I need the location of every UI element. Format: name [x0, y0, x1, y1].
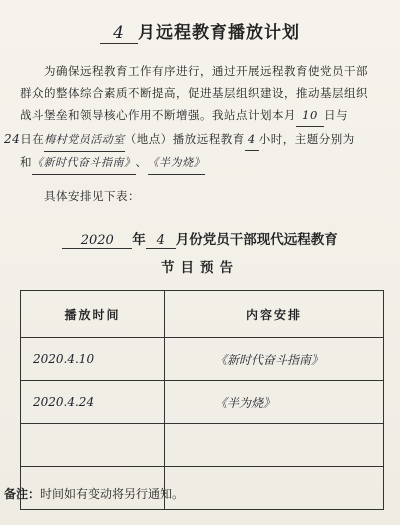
topic2-fill: 《半为烧》 — [148, 152, 206, 175]
schedule-year-fill: 2020 — [62, 233, 132, 249]
day2-suffix: 日在 — [20, 132, 45, 146]
hours-fill: 4 — [245, 128, 259, 151]
hours-suffix: 小时，主题分别为 — [258, 132, 355, 146]
intro-text-3: 战斗堡垒和领导核心作用不断增强。我站点计划本月 — [20, 108, 296, 122]
remark-label: 备注： — [4, 487, 41, 501]
intro-line-4 — [4, 128, 388, 152]
topic1-fill: 《新时代奋斗指南》 — [32, 152, 136, 175]
broadcast-text: 播放远程教育 — [172, 132, 245, 146]
page-title — [0, 18, 400, 44]
row-3-time — [21, 424, 165, 467]
table-row — [21, 381, 384, 424]
place-hint: （地点） — [124, 132, 173, 146]
table-header-row — [21, 291, 384, 338]
place-fill: 梅村党员活动室 — [44, 129, 125, 152]
row-1-time: 2020.4.10 — [21, 338, 165, 381]
intro-line-2 — [20, 82, 382, 104]
day-and-text: 日与 — [324, 108, 348, 122]
schedule-heading-text: 月份党员干部现代远程教育 — [175, 232, 338, 248]
row-2-content: 《半为烧》 — [165, 381, 384, 424]
schedule-heading — [0, 228, 400, 249]
row-2-time: 2020.4.24 — [21, 381, 165, 424]
intro-line-5 — [20, 151, 382, 175]
table-row — [21, 338, 384, 381]
day1-fill: 10 — [296, 104, 324, 127]
topics-prefix: 和 — [20, 155, 32, 169]
intro-text-2: 群众的整体综合素质不断提高，促进基层组织建设，推动基层组织 — [20, 86, 368, 100]
remark-note — [4, 485, 184, 502]
intro-line-6 — [20, 185, 382, 207]
row-3-content — [165, 424, 384, 467]
schedule-year-label: 年 — [132, 232, 146, 248]
title-text: 月远程教育播放计划 — [138, 23, 300, 43]
row-4-content — [165, 467, 384, 510]
day2-fill: 24 — [4, 132, 21, 146]
intro-line-3 — [20, 104, 382, 127]
header-content: 内容安排 — [165, 291, 384, 338]
remark-text: 时间如有变动将另行通知。 — [40, 487, 185, 501]
schedule-table — [20, 290, 384, 510]
title-month-fill: 4 — [100, 23, 138, 44]
header-time: 播放时间 — [21, 291, 165, 338]
schedule-subheading: 节目预告 — [161, 260, 239, 276]
topic-separator: 、 — [135, 155, 148, 169]
schedule-month-fill: 4 — [146, 233, 176, 249]
intro-text-1: 为确保远程教育工作有序进行，通过开展远程教育使党员干部 — [44, 64, 368, 78]
table-row — [21, 424, 384, 467]
row-1-content: 《新时代奋斗指南》 — [165, 338, 384, 381]
intro-line-1 — [20, 60, 382, 82]
intro-text-6: 具体安排见下表： — [44, 189, 140, 203]
